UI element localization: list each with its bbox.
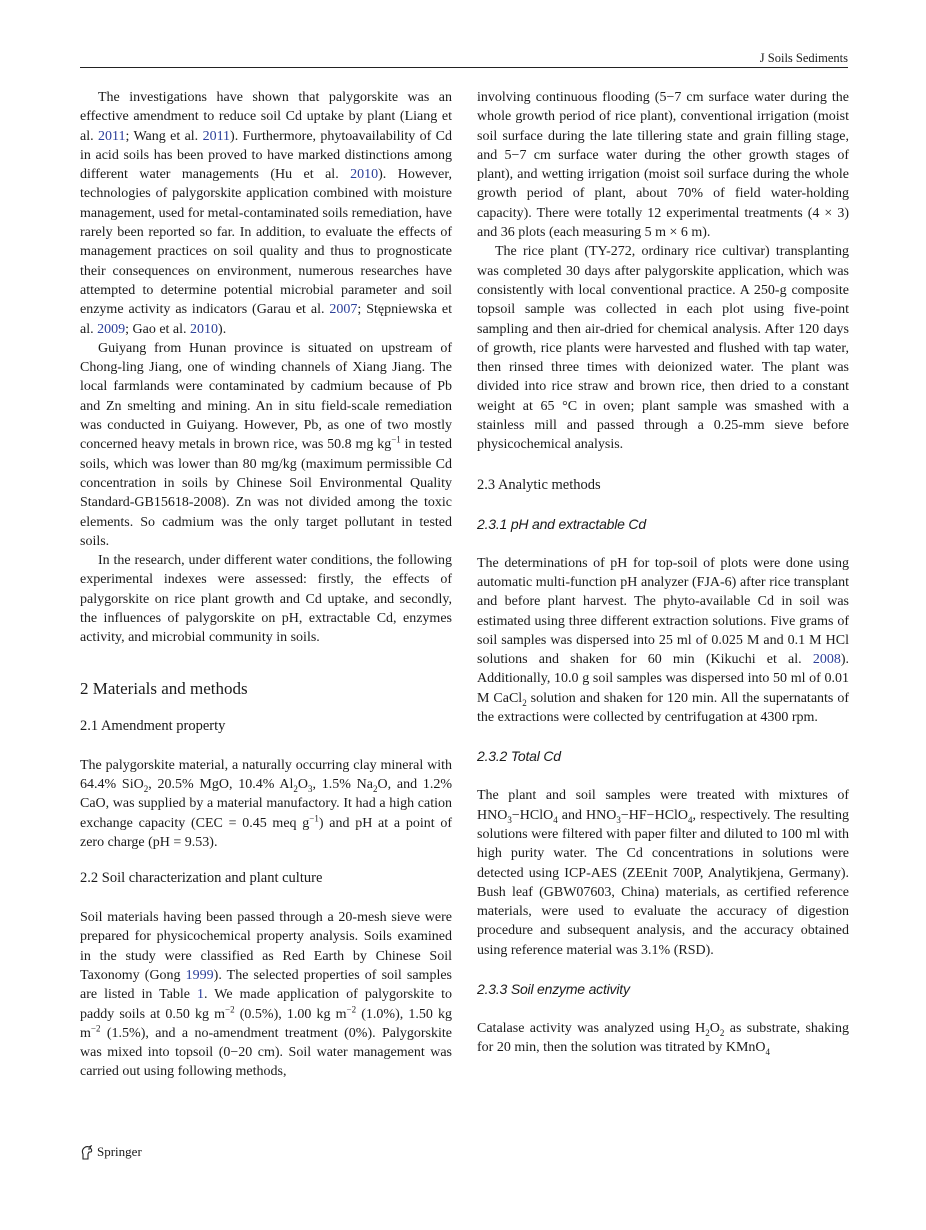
right-column bbox=[477, 88, 849, 1058]
subsubsection-heading: 2.3.1 pH and extractable Cd bbox=[477, 515, 646, 532]
subsubsection-heading: 2.3.2 Total Cd bbox=[477, 748, 561, 765]
paragraph: The investigations have shown that palygorskite was an effective amendment to reduce soil Cd uptake by plant (Liang et al. 2011; Wang et al. 2011). Furthermore, phytoavailability of Cd in acid soils has been proved to have marked distinctions among different water managements (Hu et al. 2010). However, technologies of palygorskite application combined with moisture management, used for metal-contaminated soils remediation, have rarely been reported so far. In addition, to evaluate the effects of management practices on soil quality and thus to prognosticate their consequences on environment, numerous researches have attempted to determine potential microbial parameter and soil enzyme activity as indicators (Garau et al. 2007; Stępniewska et al. 2009; Gao et al. 2010). bbox=[80, 90, 453, 337]
subsubsection-heading: 2.3.3 Soil enzyme activity bbox=[477, 980, 630, 997]
table-link[interactable]: 1 bbox=[197, 987, 205, 1003]
citation-link[interactable]: 2011 bbox=[202, 128, 231, 144]
paragraph: involving continuous flooding (5−7 cm surface water during the whole growth period of rice plant), conventional irrigation (moist soil surface during the late tillering state and grain filling stage, and 5−7 cm surface water during the other growth stages of plant), and wetting irrigation (moist soil surface during the whole growth period of plant, about 70% of field water-holding capacity). There were totally 12 experimental treatments (4 × 3) and 36 plots (each measuring 5 m × 6 m). bbox=[477, 90, 849, 241]
citation-link[interactable]: 2010 bbox=[190, 321, 219, 337]
paragraph: In the research, under different water conditions, the following experimental indexes were assessed: firstly, the effects of palygorskite on rice plant growth and Cd uptake, and secondly, the influences of palygorskite on pH, extractable Cd, enzymes activity, and microbial community in soils. bbox=[80, 553, 452, 646]
paragraph: Guiyang from Hunan province is situated on upstream of Chong-ling Jiang, one of winding channels of Xiang Jiang. The local farmlands were contaminated by cadmium because of Pb and Zn smelting and mining. An in situ field-scale remediation was conducted in Guiyang. However, Pb, as one of two mostly concerned heavy metals in brown rice, was 50.8 mg $kg^{-1}$ in tested soils, which was lower than 80 mg/kg (maximum permissible Cd concentration in soils by Chinese Soil Environmental Quality Standard-GB15618-2008). Zn was not divided among the toxic elements. So cadmium was the only target pollutant in tested soils. bbox=[80, 340, 453, 549]
publisher-name: Springer bbox=[97, 1144, 142, 1159]
paragraph: The plant and soil samples were treated with mixtures of $HNO_3-HClO_4$ and $HNO_3-HF-HClO_4$, respectively. The resulting solutions were filtered with paper filter and diluted to 100 ml with high purity water. The Cd concentrations in solutions were detected using ICP-AES (ZEEnit 700P, Analytikjena, Germany). Bush leaf (GBW07603, China) materials, as certified reference materials, were used to evaluate the accuracy of digestion procedure and subsequent analysis, and the accuracy obtained using reference material was 3.1% (RSD). bbox=[477, 788, 849, 958]
citation-link[interactable]: 1999 bbox=[185, 967, 214, 983]
header-rule bbox=[80, 67, 848, 68]
springer-horse-icon bbox=[80, 1145, 93, 1160]
citation-link[interactable]: 2010 bbox=[350, 167, 379, 183]
paragraph: Catalase activity was analyzed using $H_2O_2$ as substrate, shaking for 20 min, then the solution was titrated by KMnO$_4$ bbox=[477, 1020, 850, 1058]
citation-link[interactable]: 2011 bbox=[97, 128, 126, 144]
journal-title: J Soils Sediments bbox=[759, 51, 848, 65]
section-heading: 2 Materials and methods bbox=[80, 678, 248, 698]
subsection-heading: 2.3 Analytic methods bbox=[477, 476, 601, 493]
paragraph: The rice plant (TY-272, ordinary rice cultivar) transplanting was completed 30 days after palygorskite application, which was consistently with local conventional practice. A 250-g composite topsoil sample was collected in each plot using five-point sampling and then air-dried for chemical analysis. After 120 days of growth, rice plants were harvested and flushed with tap water, then rinsed three times with deionized water. The plant was divided into rice straw and brown rice, then dried to a constant weight at 65 °C in oven; plant sample was smashed with a stainless mill and passed through a 0.25-mm sieve before physicochemical analysis. bbox=[477, 244, 849, 453]
subsection-heading: 2.1 Amendment property bbox=[80, 717, 226, 734]
citation-link[interactable]: 2007 bbox=[329, 302, 358, 318]
publisher-footer bbox=[80, 1144, 142, 1160]
paragraph: Soil materials having been passed through a 20-mesh sieve were prepared for physicochemical property analysis. Soils examined in the study were classified as Red Earth by Chinese Soil Taxonomy (Gong 1999). The selected properties of soil samples are listed in Table 1. We made application of palygorskite to paddy soils at 0.50 kg $m^{-2}$ (0.5%), 1.00 kg $m^{-2}$ (1.0%), 1.50 kg $m^{-2}$ (1.5%), and a no-amendment treatment (0%). Palygorskite was mixed into topsoil (0−20 cm). Soil water management was carried out using following methods, bbox=[80, 910, 452, 1080]
subsection-heading: 2.2 Soil characterization and plant culture bbox=[80, 870, 323, 887]
left-column bbox=[80, 88, 452, 1082]
paragraph: The palygorskite material, a naturally occurring clay mineral with 64.4% SiO$_2$, 20.5% MgO, 10.4% $Al_2O_3$, 1.5% $Na_2O$, and 1.2% CaO, was supplied by a material manufactory. It had a high cation exchange capacity (CEC = 0.45 meq $g^{-1}$) and pH at a point of zero charge (pH = 9.53). bbox=[80, 757, 452, 850]
citation-link[interactable]: 2008 bbox=[812, 652, 841, 668]
paragraph: The determinations of pH for top-soil of plots were done using automatic multi-function pH analyzer (FJA-6) after rice transplant and before plant harvest. The phyto-available Cd in soil was estimated using three different extraction solutions. Five grams of soil samples was dispersed into 25 ml of 0.025 M and 0.1 M HCl solutions and shaken for 60 min (Kikuchi et al. 2008). Additionally, 10.0 g soil samples was dispersed into 50 ml of 0.01 M CaCl$_2$ solution and shaken for 120 min. All the supernatants of the extractions were collected by centrifugation at 4300 rpm. bbox=[477, 555, 849, 726]
citation-link[interactable]: 2009 bbox=[97, 321, 126, 337]
